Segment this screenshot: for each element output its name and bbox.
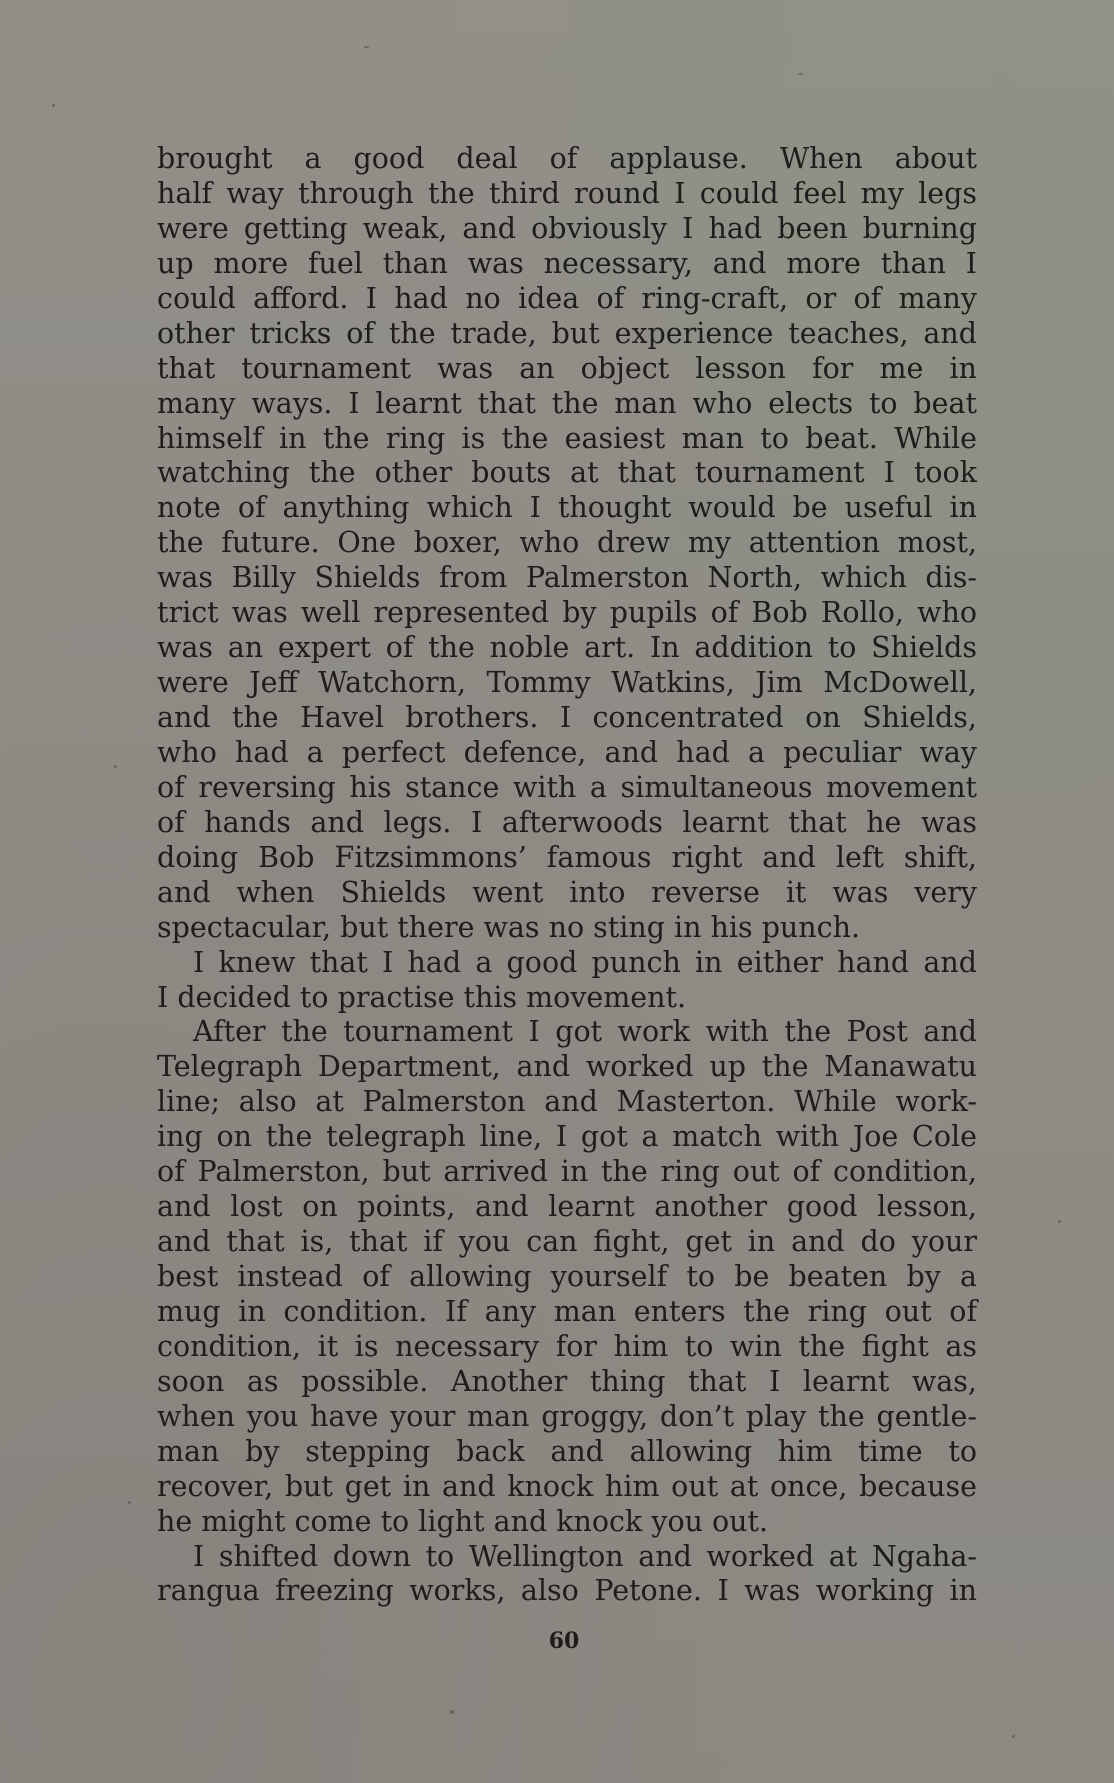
text-line: were getting weak, and obviously I had been burning (157, 211, 977, 245)
text-line: of Palmerston, but arrived in the ring out of condition, (157, 1155, 977, 1189)
text-line: I shifted down to Wellington and worked at Ngaha- (193, 1539, 977, 1573)
text-line: line; also at Palmerston and Masterton. While work- (157, 1085, 977, 1119)
text-line: ing on the telegraph line, I got a match with Joe Cole (157, 1120, 977, 1154)
paper-speck (52, 104, 55, 107)
text-line: of hands and legs. I afterwoods learnt that he was (157, 805, 977, 839)
paper-speck (1058, 1220, 1061, 1223)
text-line: when you have your man groggy, don’t play the gentle- (157, 1399, 977, 1433)
text-line: Telegraph Department, and worked up the Manawatu (157, 1050, 977, 1084)
text-line: recover, but get in and knock him out at once, because (157, 1469, 977, 1503)
text-line: best instead of allowing yourself to be beaten by a (157, 1260, 977, 1293)
text-line: watching the other bouts at that tournament I took (157, 456, 977, 490)
text-line: many ways. I learnt that the man who elects to beat (157, 386, 977, 420)
text-line: mug in condition. If any man enters the ring out of (157, 1294, 977, 1328)
text-line: I decided to practise this movement. (157, 980, 687, 1014)
text-line: rangua freezing works, also Petone. I was working in (157, 1574, 977, 1608)
body-text (157, 142, 977, 1609)
text-line: other tricks of the trade, but experience teaches, and (157, 316, 977, 350)
paper-speck (114, 765, 117, 768)
text-line: and lost on points, and learnt another good lesson, (157, 1190, 977, 1224)
text-line: brought a good deal of applause. When about (157, 142, 977, 175)
text-line: was Billy Shields from Palmerston North, which dis- (157, 561, 977, 595)
text-line: After the tournament I got work with the Post and (193, 1015, 977, 1049)
text-line: he might come to light and knock you out. (157, 1504, 769, 1538)
text-line: spectacular, but there was no sting in his punch. (157, 910, 861, 944)
text-line: were Jeff Watchorn, Tommy Watkins, Jim McDowell, (157, 666, 977, 700)
text-line: the future. One boxer, who drew my attention most, (157, 526, 977, 560)
text-line: condition, it is necessary for him to win the fight as (157, 1329, 977, 1363)
text-line: and when Shields went into reverse it was very (157, 875, 977, 909)
paper-speck (128, 1501, 131, 1504)
paper-speck (798, 73, 803, 75)
text-line: man by stepping back and allowing him time to (157, 1434, 977, 1468)
text-line: trict was well represented by pupils of Bob Rollo, who (157, 596, 977, 630)
text-line: himself in the ring is the easiest man to beat. While (157, 421, 977, 455)
text-line: and that is, that if you can fight, get in and do your (157, 1225, 977, 1259)
paper-speck (1012, 1735, 1015, 1738)
text-line: half way through the third round I could feel my legs (157, 176, 977, 210)
text-line: of reversing his stance with a simultaneous movement (157, 770, 977, 804)
text-line: could afford. I had no idea of ring-craft, or of many (157, 281, 977, 315)
text-line: who had a perfect defence, and had a peculiar way (157, 735, 977, 769)
text-line: I knew that I had a good punch in either hand and (193, 945, 977, 979)
text-line: note of anything which I thought would be useful in (157, 491, 977, 525)
text-line: soon as possible. Another thing that I learnt was, (157, 1364, 977, 1398)
text-line: was an expert of the noble art. In addition to Shields (157, 631, 977, 665)
paper-speck (450, 1710, 454, 1714)
text-line: and the Havel brothers. I concentrated on Shields, (157, 701, 977, 734)
page-number: 60 (548, 1628, 580, 1654)
text-line: doing Bob Fitzsimmons’ famous right and left shift, (157, 840, 977, 874)
text-line: that tournament was an object lesson for me in (157, 351, 977, 385)
text-line: up more fuel than was necessary, and more than I (157, 246, 977, 280)
paper-speck (364, 46, 369, 48)
